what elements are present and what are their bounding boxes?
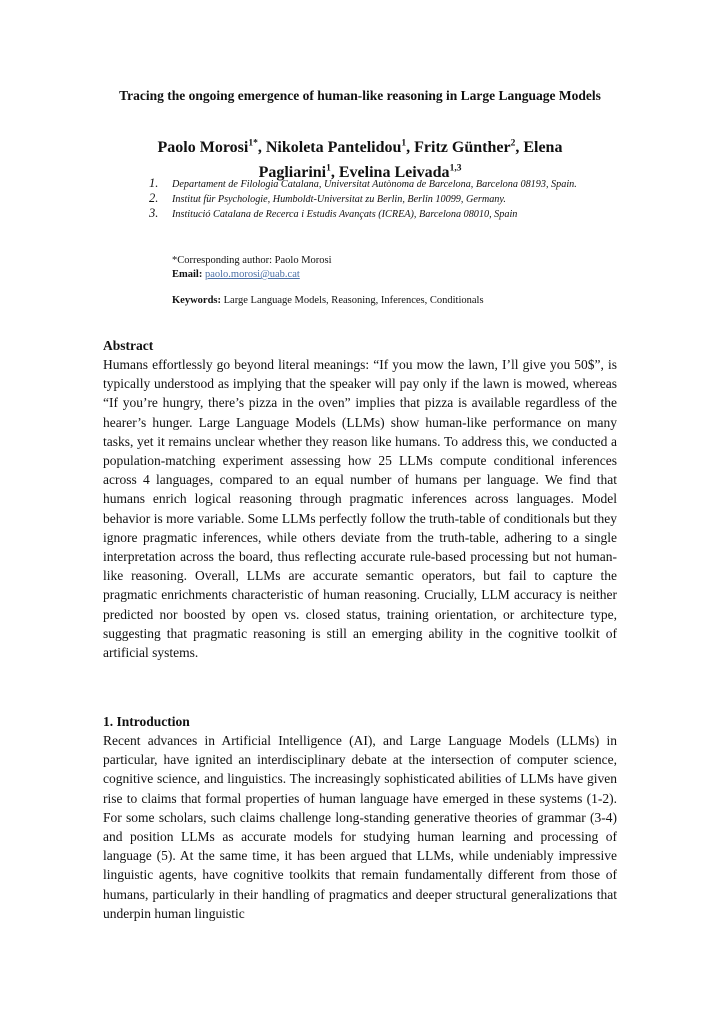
author-affil-marker: 2	[510, 139, 516, 149]
affiliation-text: Institució Catalana de Recerca i Estudis Avançats (ICREA), Barcelona 08010, Spain	[172, 209, 518, 220]
affiliation-item	[146, 208, 596, 221]
affiliation-item	[146, 178, 596, 191]
paper-title: Tracing the ongoing emergence of human-like reasoning in Large Language Models	[119, 88, 601, 103]
author-name: Fritz Günther	[414, 139, 511, 157]
affiliation-item	[146, 193, 596, 206]
author-list	[130, 134, 590, 183]
author-separator: ,	[406, 139, 415, 157]
introduction-heading: 1. Introduction	[103, 714, 190, 729]
author-name: Nikoleta Pantelidou	[265, 139, 402, 157]
author-name: Paolo Morosi	[157, 139, 249, 157]
keywords-line	[172, 294, 592, 308]
author	[266, 139, 414, 156]
author-affil-marker: 1*	[248, 139, 258, 149]
abstract-text: Humans effortlessly go beyond literal meanings: “If you mow the lawn, I’ll give you 50$”, is typically understood as implying that the speaker will pay only if the lawn is mowed, whereas “If you’re hungry, there’s pizza in the oven” implies that pizza is available regardless of the hearer’s hunger. Large Language Models (LLMs) show human-like performance on many tasks, yet it remains unclear whether they reason like humans. To address this, we conducted a population-matching experiment assessing how 25 LLMs compute conditional inferences across 4 languages, compared to an equal number of humans per language. We find that humans enrich logical reasoning through pragmatic inferences across languages. Model behavior is more variable. Some LLMs perfectly follow the truth-table of conditionals but they ignore pragmatic inferences, while others deviate from the truth-table, adhering to a single interpretation across the board, thus reflecting accurate rule-based processing but not human-like reasoning. Overall, LLMs are accurate semantic operators, but fail to capture the pragmatic enrichments characteristic of human reasoning. Crucially, LLM accuracy is neither predicted nor boosted by open vs. closed status, training orientation, or architecture type, suggesting that pragmatic reasoning is still an emerging ability in the cognitive toolkit of artificial systems.	[103, 357, 617, 661]
keywords-label: Keywords:	[172, 295, 221, 306]
keywords-text: Large Language Models, Reasoning, Inferences, Conditionals	[223, 295, 484, 306]
author-affil-marker: 1	[326, 163, 331, 174]
affiliation-text: Departament de Filologia Catalana, Universitat Autònoma de Barcelona, Barcelona 08193, Spain.	[172, 179, 577, 190]
abstract-heading: Abstract	[103, 338, 154, 353]
affiliation-number: 1.	[149, 176, 159, 190]
email-label: Email:	[172, 269, 203, 280]
affiliation-list	[146, 178, 596, 223]
email-line	[172, 268, 592, 282]
author-separator: ,	[257, 139, 266, 157]
affiliation-number: 2.	[149, 191, 159, 205]
author-separator: ,	[330, 163, 339, 181]
introduction-text: Recent advances in Artificial Intelligence (AI), and Large Language Models (LLMs) in particular, have ignited an interdisciplinary debate at the intersection of computer science, cognitive science, and linguistics. The increasingly sophisticated abilities of LLMs have given rise to claims that formal properties of human language have emerged in these systems (1-2). For some scholars, such claims challenge long-standing generative theories of grammar (3-4) and position LLMs as accurate models for studying human learning and processing of language (5). At the same time, it has been argued that LLMs, while undeniably impressive linguistic agents, have cognitive toolkits that remain fundamentally different from those of humans, particularly in their handling of pragmatics and deeper structural generalizations that underpin human linguistic	[103, 733, 617, 921]
corresponding-author-line: *Corresponding author: Paolo Morosi	[172, 255, 332, 266]
corresponding-author-block	[172, 254, 592, 282]
email-link[interactable]: paolo.morosi@uab.cat	[204, 269, 300, 280]
affiliation-text: Institut für Psychologie, Humboldt-Universitat zu Berlin, Berlin 10099, Germany.	[172, 194, 506, 205]
affiliation-number: 3.	[149, 206, 159, 220]
author-affil-marker: 1,3	[449, 163, 462, 174]
author-name: Elena Pagliarini	[258, 139, 563, 181]
author	[158, 139, 266, 156]
author-separator: ,	[515, 139, 524, 157]
author-affil-marker: 1	[401, 139, 407, 149]
author-name: Evelina Leivada	[338, 163, 450, 181]
author	[414, 139, 523, 156]
